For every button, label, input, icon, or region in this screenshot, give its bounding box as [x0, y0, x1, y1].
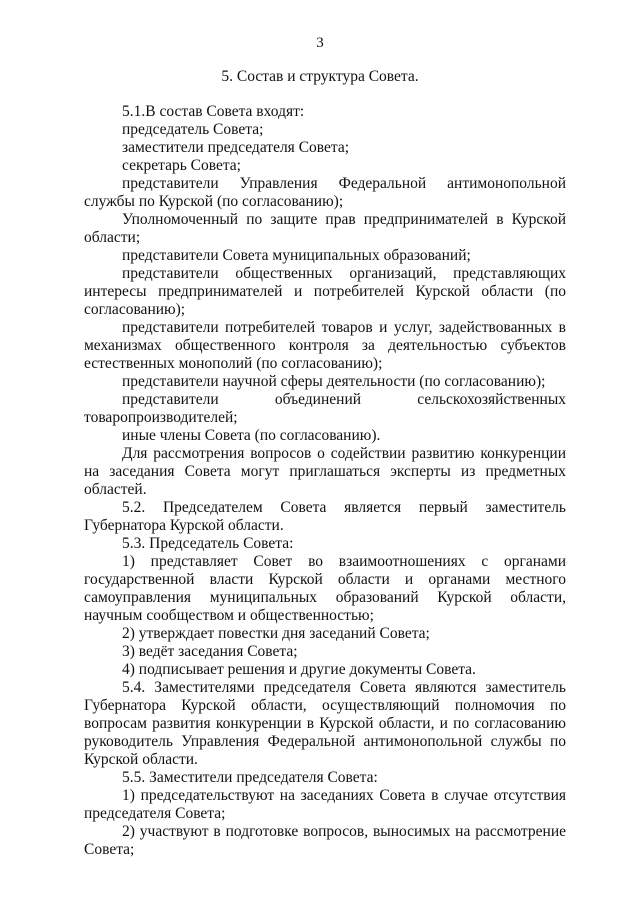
list-item-consumer-representatives: представители потребителей товаров и услуг, задействованных в механизмах общественного контроля за деятельностью субъектов естественных монополий (по согласованию); — [84, 319, 566, 372]
paragraph-5-4: 5.4. Заместителями председателя Совета являются заместитель Губернатора Курской области, осуществляющий полномочия по вопросам развития конкуренции в Курской области, и по согласованию руководитель Управления Федеральной антимонопольной службы по Курской области. — [84, 679, 566, 768]
chairman-duty-2: 2) утверждает повестки дня заседаний Совета; — [122, 625, 430, 642]
paragraph-5-1-heading: 5.1.В состав Совета входят: — [122, 103, 305, 120]
section-title: 5. Состав и структура Совета. — [221, 68, 419, 85]
list-item-ombudsman: Уполномоченный по защите прав предпринимателей в Курской области; — [84, 211, 566, 246]
list-item-chairman: председатель Совета; — [122, 121, 264, 138]
list-item-fas-representatives: представители Управления Федеральной антимонопольной службы по Курской (по согласованию); — [84, 175, 566, 210]
list-item-science: представители научной сферы деятельности (по согласованию); — [122, 373, 546, 390]
chairman-duty-1: 1) представляет Совет во взаимоотношениях с органами государственной власти Курской области и органами местного самоуправления муниципальных образований Курской области, научным сообществом и общественностью; — [84, 553, 566, 624]
list-item-agricultural-producers: представители объединений сельскохозяйственных товаропроизводителей; — [84, 391, 566, 426]
list-item-secretary: секретарь Совета; — [122, 157, 241, 174]
paragraph-5-5-heading: 5.5. Заместители председателя Совета: — [122, 769, 378, 786]
list-item-deputy-chairmen: заместители председателя Совета; — [122, 139, 350, 156]
deputy-duty-2: 2) участвуют в подготовке вопросов, выносимых на рассмотрение Совета; — [84, 823, 566, 858]
chairman-duty-4: 4) подписывает решения и другие документы Совета. — [122, 661, 476, 678]
paragraph-5-2: 5.2. Председателем Совета является первый заместитель Губернатора Курской области. — [84, 499, 566, 534]
list-item-public-organizations: представители общественных организаций, представляющих интересы предпринимателей и потребителей Курской области (по согласованию); — [84, 265, 566, 318]
page-number: 3 — [316, 35, 324, 51]
chairman-duty-3: 3) ведёт заседания Совета; — [122, 643, 298, 660]
deputy-duty-1: 1) председательствуют на заседаниях Совета в случае отсутствия председателя Совета; — [84, 787, 566, 822]
paragraph-5-3-heading: 5.3. Председатель Совета: — [122, 535, 294, 552]
document-body — [84, 103, 566, 859]
list-item-other-members: иные члены Совета (по согласованию). — [122, 427, 381, 444]
paragraph-experts: Для рассмотрения вопросов о содействии развитию конкуренции на заседания Совета могут приглашаться эксперты из предметных областей. — [84, 445, 566, 498]
list-item-municipal-council: представители Совета муниципальных образований; — [122, 247, 471, 264]
